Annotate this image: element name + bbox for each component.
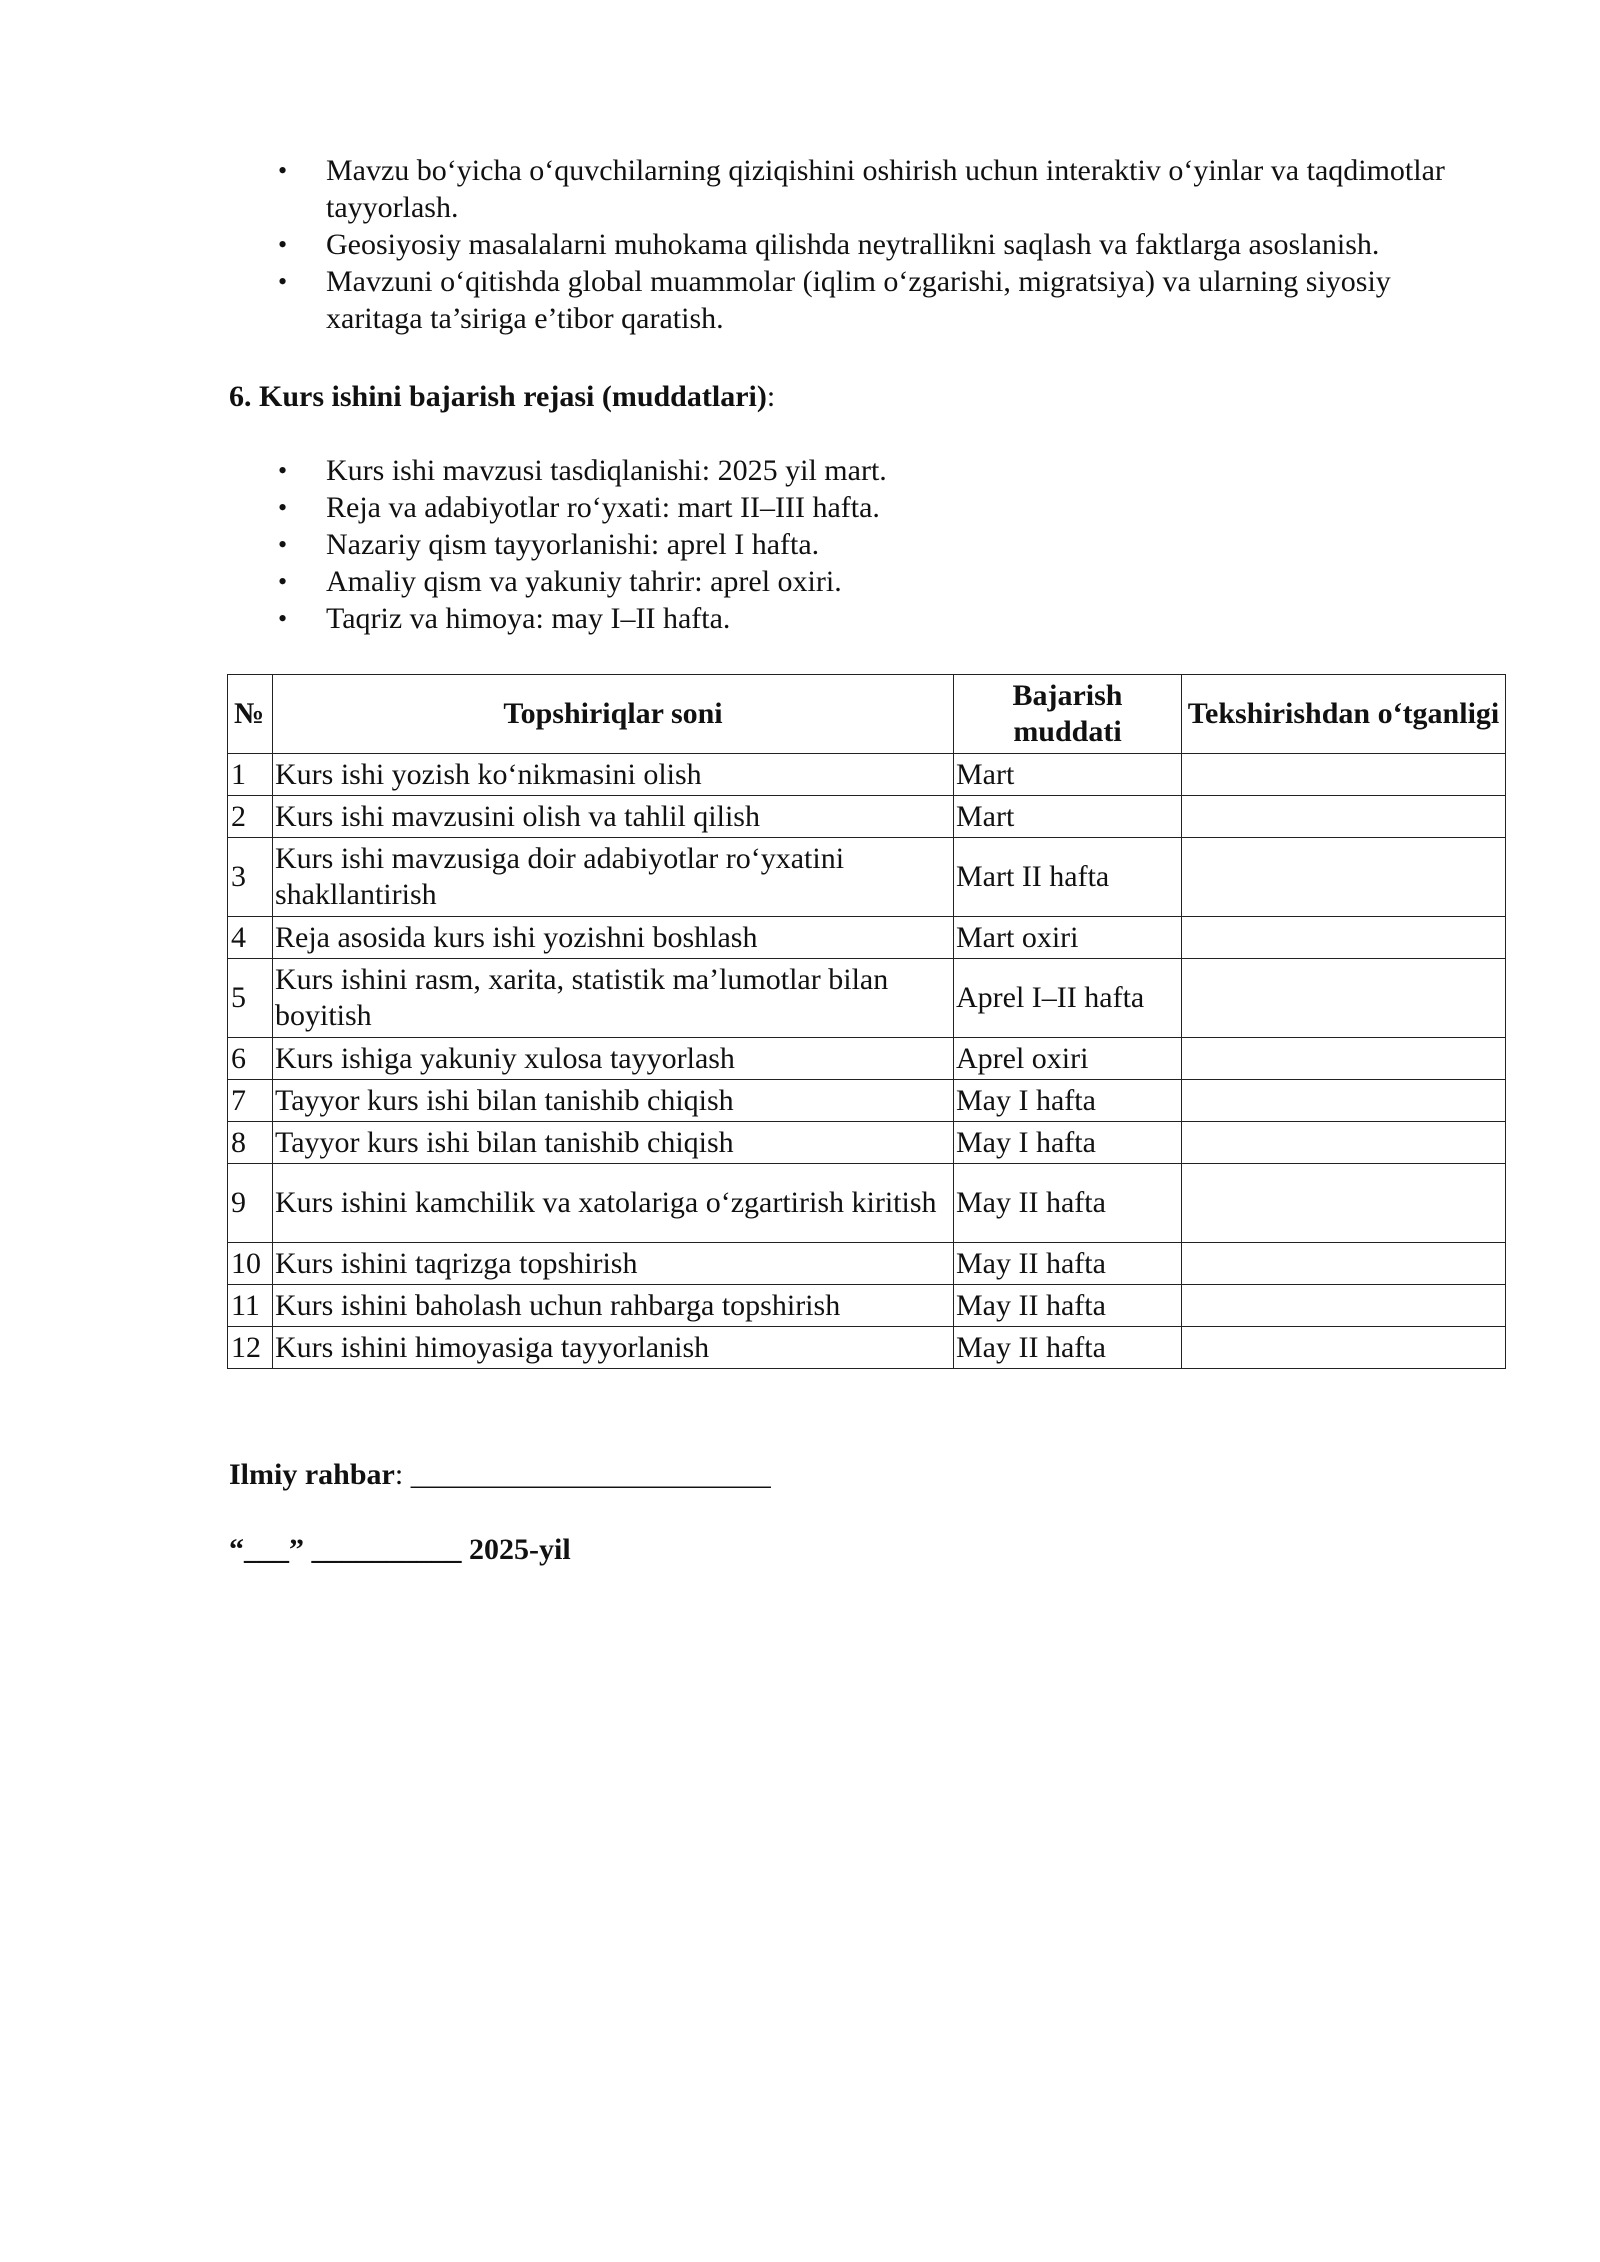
cell-deadline: May II hafta [954,1164,1182,1243]
cell-num: 3 [228,838,273,917]
cell-checked [1182,1285,1506,1327]
cell-num: 2 [228,796,273,838]
cell-task: Kurs ishini rasm, xarita, statistik ma’lumotlar bilan boyitish [273,959,954,1038]
section-heading-text: 6. Kurs ishini bajarish rejasi (muddatlari) [229,380,767,413]
cell-num: 6 [228,1038,273,1080]
list-item [274,263,1494,337]
section-heading-colon: : [766,380,776,413]
cell-num: 5 [228,959,273,1038]
cell-deadline: Mart [954,754,1182,796]
cell-deadline: Aprel I–II hafta [954,959,1182,1038]
cell-task: Kurs ishini kamchilik va xatolariga o‘zgartirish kiritish [273,1164,954,1243]
cell-checked [1182,838,1506,917]
cell-task: Kurs ishini baholash uchun rahbarga topshirish [273,1285,954,1327]
cell-deadline: Mart oxiri [954,917,1182,959]
signature-colon: : [394,1458,404,1491]
cell-num: 4 [228,917,273,959]
list-item-text: Mavzuni o‘qitishda global muammolar (iqlim o‘zgarishi, migratsiya) va ularning siyosiy xaritaga ta’siriga e’tibor qaratish. [326,265,1391,335]
plan-bullet-list [274,452,1494,637]
cell-task: Kurs ishi mavzusini olish va tahlil qilish [273,796,954,838]
list-item [274,452,1494,489]
cell-task: Tayyor kurs ishi bilan tanishib chiqish [273,1122,954,1164]
cell-checked [1182,1122,1506,1164]
cell-deadline: May II hafta [954,1327,1182,1369]
signature-line [229,1456,771,1493]
list-item-text: Geosiyosiy masalalarni muhokama qilishda neytrallikni saqlash va faktlarga asoslanish. [326,228,1380,261]
cell-checked [1182,917,1506,959]
bullet-icon: • [278,567,288,596]
date-line: “___” __________ 2025-yil [229,1533,571,1566]
table-row [228,1285,1506,1327]
table-row [228,1080,1506,1122]
list-item-text: Taqriz va himoya: may I–II hafta. [326,602,731,635]
cell-deadline: Mart II hafta [954,838,1182,917]
cell-task: Kurs ishini himoyasiga tayyorlanish [273,1327,954,1369]
table-row [228,1122,1506,1164]
list-item [274,563,1494,600]
cell-task: Tayyor kurs ishi bilan tanishib chiqish [273,1080,954,1122]
bullet-icon: • [278,267,288,296]
table-row [228,838,1506,917]
list-item [274,489,1494,526]
list-item-text: Amaliy qism va yakuniy tahrir: aprel oxiri. [326,565,842,598]
list-item [274,600,1494,637]
list-item-text: Kurs ishi mavzusi tasdiqlanishi: 2025 yil mart. [326,454,887,487]
cell-num: 11 [228,1285,273,1327]
list-item-text: Nazariy qism tayyorlanishi: aprel I hafta. [326,528,820,561]
list-item-text: Reja va adabiyotlar ro‘yxati: mart II–III hafta. [326,491,880,524]
header-num: № [228,675,273,754]
table-row [228,917,1506,959]
cell-checked [1182,1038,1506,1080]
bullet-icon: • [278,156,288,185]
list-item [274,526,1494,563]
cell-checked [1182,959,1506,1038]
cell-deadline: May I hafta [954,1080,1182,1122]
signature-label: Ilmiy rahbar [229,1458,395,1491]
list-item [274,152,1494,226]
header-checked: Tekshirishdan o‘tganligi [1182,675,1506,754]
table-row [228,1038,1506,1080]
cell-task: Kurs ishini taqrizga topshirish [273,1243,954,1285]
cell-task: Reja asosida kurs ishi yozishni boshlash [273,917,954,959]
plan-table [227,674,1506,1369]
signature-blank: ________________________ [410,1458,771,1491]
cell-task: Kurs ishi yozish ko‘nikmasini olish [273,754,954,796]
cell-num: 10 [228,1243,273,1285]
bullet-icon: • [278,530,288,559]
table-row [228,1164,1506,1243]
cell-deadline: Aprel oxiri [954,1038,1182,1080]
table-header-row [228,675,1506,754]
cell-checked [1182,754,1506,796]
table-row [228,1243,1506,1285]
cell-num: 12 [228,1327,273,1369]
cell-deadline: Mart [954,796,1182,838]
cell-checked [1182,1243,1506,1285]
header-task: Topshiriqlar soni [273,675,954,754]
intro-bullet-list [274,152,1494,337]
table-row [228,959,1506,1038]
cell-deadline: May I hafta [954,1122,1182,1164]
cell-task: Kurs ishiga yakuniy xulosa tayyorlash [273,1038,954,1080]
list-item [274,226,1494,263]
cell-checked [1182,1327,1506,1369]
cell-num: 1 [228,754,273,796]
cell-checked [1182,1164,1506,1243]
cell-checked [1182,1080,1506,1122]
cell-checked [1182,796,1506,838]
bullet-icon: • [278,456,288,485]
bullet-icon: • [278,230,288,259]
header-deadline: Bajarish muddati [954,675,1182,754]
cell-deadline: May II hafta [954,1243,1182,1285]
table-row [228,796,1506,838]
section-heading [229,378,775,415]
cell-task: Kurs ishi mavzusiga doir adabiyotlar ro‘yxatini shakllantirish [273,838,954,917]
bullet-icon: • [278,493,288,522]
cell-deadline: May II hafta [954,1285,1182,1327]
cell-num: 7 [228,1080,273,1122]
bullet-icon: • [278,604,288,633]
cell-num: 8 [228,1122,273,1164]
cell-num: 9 [228,1164,273,1243]
table-row [228,1327,1506,1369]
table-row [228,754,1506,796]
list-item-text: Mavzu bo‘yicha o‘quvchilarning qiziqishini oshirish uchun interaktiv o‘yinlar va taqdimotlar tayyorlash. [326,154,1445,224]
